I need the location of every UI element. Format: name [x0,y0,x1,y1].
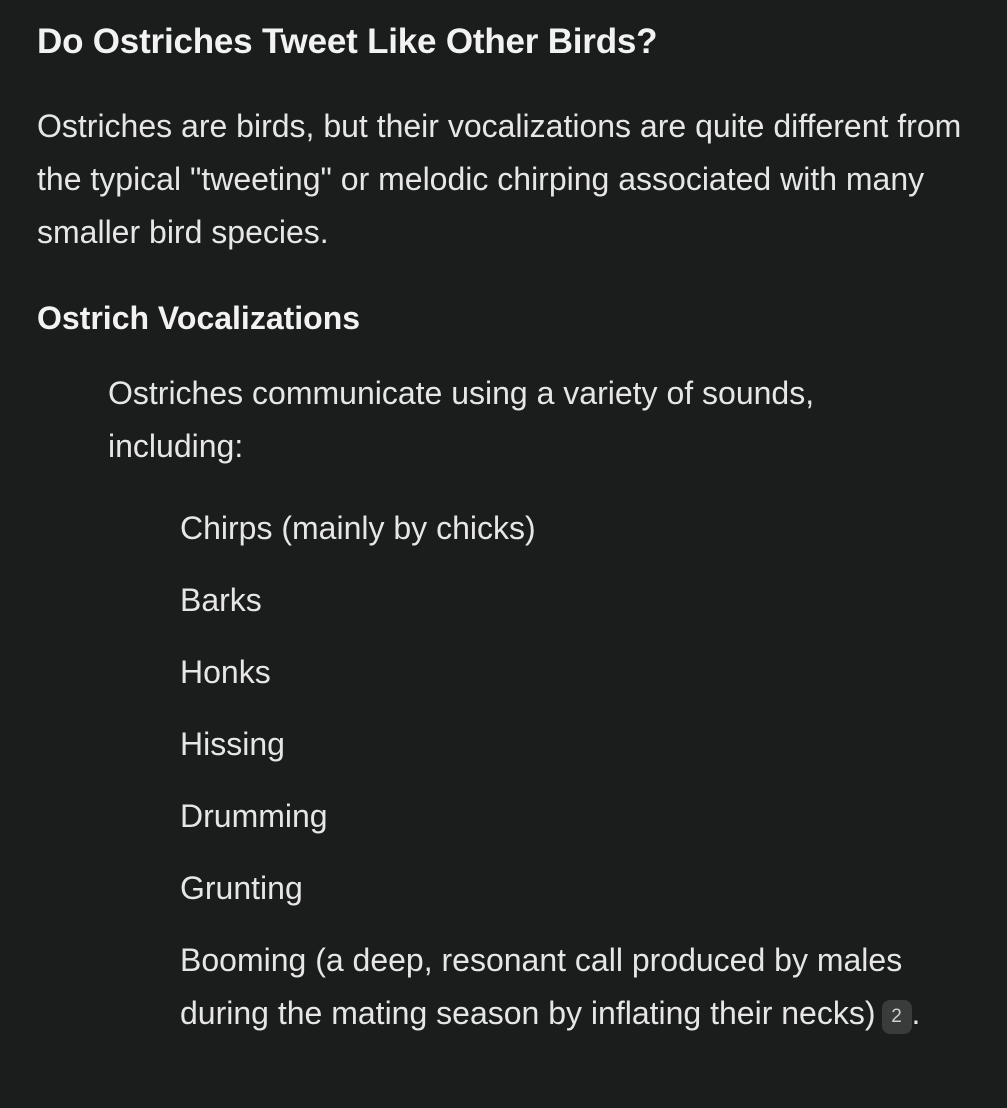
sound-label: Chirps (mainly by chicks) [180,510,536,546]
section-lead-paragraph: Ostriches communicate using a variety of sounds, including: [108,375,815,464]
list-item [180,718,970,771]
sound-label: Grunting [180,870,303,906]
list-item [180,574,970,627]
section-heading: Ostrich Vocalizations [37,300,361,336]
sounds-list [180,502,970,1059]
list-item [180,646,970,699]
sound-label: Hissing [180,726,285,762]
article-heading: Do Ostriches Tweet Like Other Birds? [37,22,658,61]
list-item [180,934,970,1040]
sound-label: Honks [180,654,271,690]
list-item [180,502,970,555]
intro-paragraph: Ostriches are birds, but their vocalizations are quite different from the typical "tweeting" or melodic chirping associated with many smaller bird species. [37,108,962,250]
trailing-punctuation: . [911,995,921,1031]
sound-label: Drumming [180,798,328,834]
list-item [180,862,970,915]
list-item [180,790,970,843]
sound-label: Barks [180,582,262,618]
citation-badge[interactable]: 2 [882,1000,912,1034]
sound-label: Booming (a deep, resonant call produced by males during the mating season by inflating their necks) [180,942,903,1031]
